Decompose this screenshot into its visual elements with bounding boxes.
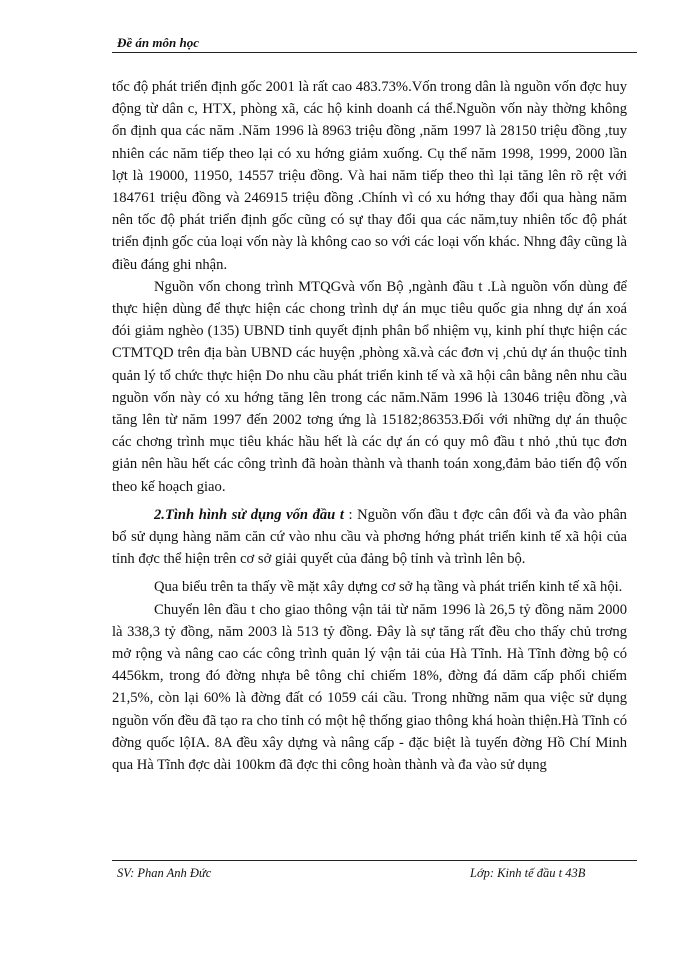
section-2-heading: 2.Tình hình sử dụng vốn đầu t (154, 506, 344, 523)
footer-class: Lớp: Kinh tế đầu t 43B (470, 866, 586, 880)
section-2-paragraph (112, 504, 627, 571)
footer-rule (112, 860, 637, 861)
paragraph-3: Qua biểu trên ta thấy về mặt xây dựng cơ sở hạ tầng và phát triển kinh tế xã hội. (154, 579, 623, 596)
footer-author: SV: Phan Anh Đức (117, 866, 212, 880)
section-2-text: : Nguồn vốn đầu t đợc cân đối và đa vào phân bổ sử dụng hàng năm căn cứ vào nhu cầu và phơng hớng phát triển kinh tế xã hội của tỉnh đợc thể hiện trên cơ sở giải quyết của đảng bộ tỉnh và trình lên bộ. (112, 506, 627, 568)
paragraph-2: Nguồn vốn chong trình MTQGvà vốn Bộ ,ngành đầu t .Là nguồn vốn dùng để thực hiện dùng để thực hiện các chong trình dự án mục tiêu quốc gia nhng dự án xoá đói giảm nghèo (135) UBND tỉnh quyết định phân bổ nhiệm vụ, kinh phí thực hiện các CTMTQD trên địa bàn UBND các huyện ,phòng xã.và các đơn vị ,chủ dự án thuộc tỉnh quản lý tổ chức thực hiện Do nhu cầu phát triển kinh tế và xã hội cân bằng nên nhu cầu nguồn vốn này có xu hớng tăng lên trong các năm.Năm 1996 là 13046 triệu đồng ,và tăng lên từ năm 1997 đến 2002 tơng ứng là 15182;86353.Đối với những dự án thuộc các chơng trình mục tiêu khác hầu hết là các dự án có quy mô đầu t nhỏ ,thủ tục đơn giản nên hầu hết các công trình đã hoàn thành và thanh toán xong,đảm bảo tiến độ vốn theo kế hoạch giao. (112, 278, 627, 495)
header-rule (112, 52, 637, 53)
paragraph-4: Chuyển lên đầu t cho giao thông vận tải từ năm 1996 là 26,5 tỷ đồng năm 2000 là 338,3 tỷ đồng, năm 2003 là 513 tỷ đồng. Đây là sự tăng rất đều cho thấy chủ trơng mở rộng và nâng cao các công trình quản lý vận tải của Hà Tĩnh. Hà Tĩnh đờng bộ có 4456km, trong đó đờng nhựa bê tông chỉ chiếm 18%, đờng đá dăm cấp phối chiếm 21,5%, còn lại 60% là đờng đất có 1059 cái cầu. Trong những năm qua việc sử dụng nguồn vốn đều đã tạo ra cho tỉnh có một hệ thống giao thông khá hoàn thiện.Hà Tĩnh có đờng quốc lộIA. 8A đều xây dựng và nâng cấp - đặc biệt là tuyến đờng Hồ Chí Minh qua Hà Tĩnh đợc dài 100km đã đợc thi công hoàn thành và đa vào sử dụng (112, 601, 627, 774)
document-body (112, 76, 627, 776)
page-header-title: Đề án môn học (117, 35, 199, 50)
paragraph-1: tốc độ phát triển định gốc 2001 là rất cao 483.73%.Vốn trong dân là nguồn vốn đợc huy động từ dân c, HTX, phòng xã, các hộ kinh doanh cá thể.Nguồn vốn này thờng không ổn định qua các năm .Năm 1996 là 8963 triệu đồng ,năm 1997 là 28150 triệu đồng ,tuy nhiên các năm tiếp theo lại có xu hớng giảm xuống. Cụ thể năm 1998, 1999, 2000 lần lợt là 19000, 11950, 14557 triệu đồng. Và hai năm tiếp theo thì lại tăng lên rõ rệt với 184761 triệu đồng và 246915 triệu đồng .Chính vì có xu hớng thay đổi qua hàng năm nên tốc độ phát triển định gốc cũng có sự thay đổi qua các năm,tuy nhiên tốc độ phát triển định gốc của loại vốn này là không cao so với các loại vốn khác. Nhng đây cũng là điều đáng ghi nhận. (112, 79, 627, 273)
